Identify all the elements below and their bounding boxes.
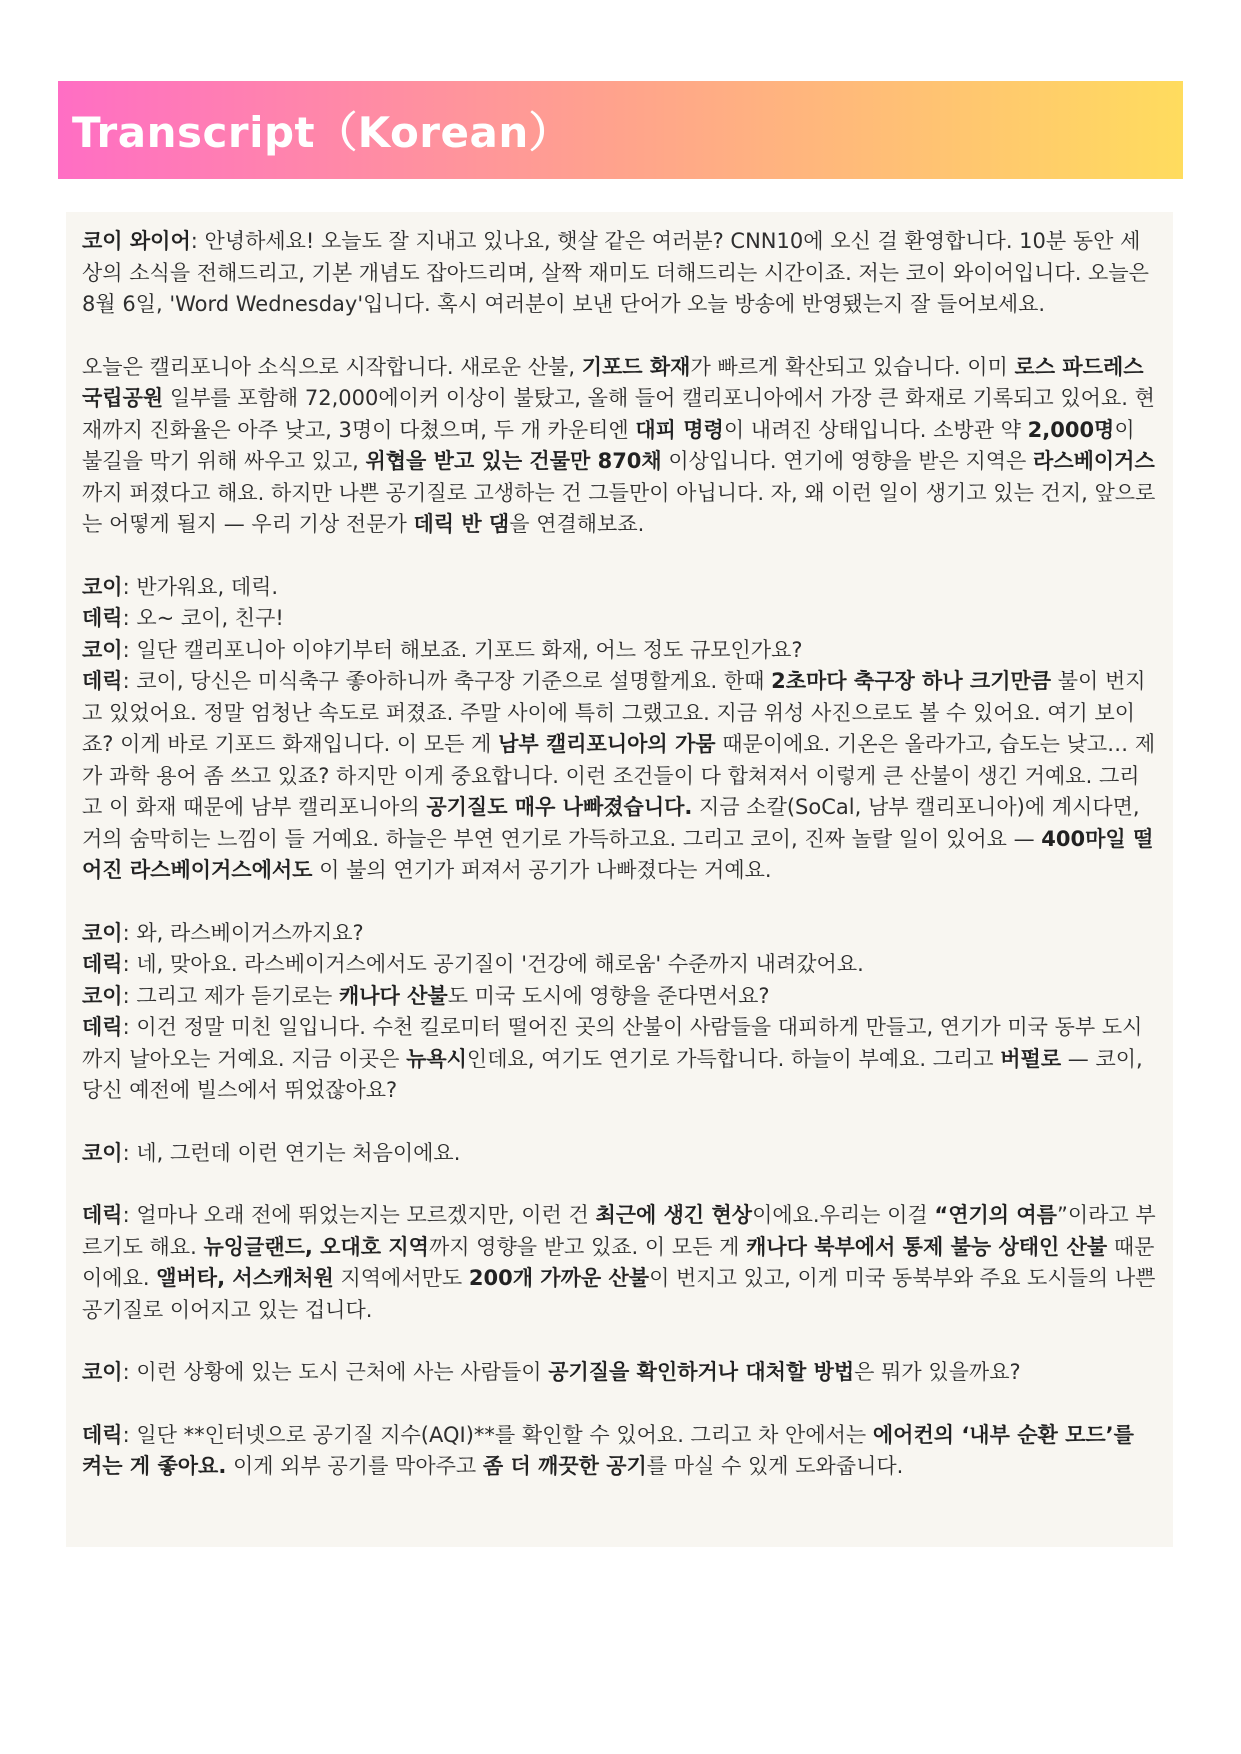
text-run: : 와, 라스베이거스까지요? bbox=[122, 920, 364, 945]
bold-text: 뉴잉글랜드, 오대호 지역 bbox=[203, 1234, 429, 1259]
text-run: 불이 번지고 있었어요. 정말 엄청난 속도로 퍼졌죠. 주말 사이에 특히 그랬고요. 지금 위성 사진으로도 볼 수 있어요. 여기 보이죠? 이게 바로 기포드 화재입니다. 이 모든 게 bbox=[82, 669, 1146, 756]
page-title: Transcript（Korean） bbox=[72, 108, 572, 157]
text-run: 인데요, 여기도 연기로 가득합니다. 하늘이 부예요. 그리고 bbox=[466, 1046, 1001, 1071]
text-run: 지역에서만도 bbox=[333, 1266, 469, 1290]
bold-text: 코이 bbox=[82, 983, 123, 1008]
text-run: : 이건 정말 미친 일입니다. 수천 킬로미터 떨어진 곳의 산불이 사람들을 대피하게 만들고, 연기가 미국 동부 도시까지 날아오는 거예요. 지금 이곳은 bbox=[82, 1015, 1143, 1071]
text-run: 까지 퍼졌다고 해요. 하지만 나쁜 공기질로 고생하는 건 그들만이 아닙니다. 자, 왜 이런 일이 생기고 있는 건지, 앞으로는 어떻게 될지 — 우리 기상 전문가 bbox=[82, 480, 1156, 536]
bold-text: 코이 bbox=[82, 637, 123, 662]
text-run: 이상입니다. 연기에 영향을 받은 지역은 bbox=[661, 449, 1034, 473]
text-run: 오늘은 캘리포니아 소식으로 시작합니다. 새로운 산불, bbox=[82, 354, 582, 379]
text-run: : 얼마나 오래 전에 뛰었는지는 모르겠지만, 이런 건 bbox=[122, 1203, 596, 1227]
text-run: 은 뭐가 있을까요? bbox=[854, 1360, 1021, 1384]
dialog-block bbox=[82, 918, 1157, 1107]
transcript-paragraph bbox=[82, 1357, 1157, 1389]
dialog-line bbox=[82, 666, 1157, 887]
bold-text: “연기의 여름 bbox=[934, 1203, 1057, 1227]
bold-text: 코이 bbox=[82, 574, 123, 599]
transcript-paragraph bbox=[82, 352, 1157, 541]
text-run: 를 마실 수 있게 도와줍니다. bbox=[646, 1454, 904, 1478]
dialog-block bbox=[82, 572, 1157, 887]
transcript-paragraph bbox=[82, 1420, 1157, 1483]
dialog-line bbox=[82, 918, 1157, 950]
text-run: 이게 외부 공기를 막아주고 bbox=[226, 1454, 483, 1478]
bold-text: 에어컨의 ‘내부 순환 모드’를 켜는 게 좋아요. bbox=[82, 1422, 1134, 1478]
text-run: 가 빠르게 확산되고 있습니다. 이미 bbox=[690, 354, 1015, 379]
bold-text: 데릭 bbox=[82, 606, 123, 630]
bold-text: 데릭 bbox=[82, 1015, 123, 1039]
text-run: : 네, 맞아요. 라스베이거스에서도 공기질이 '건강에 해로움' 수준까지 내려갔어요. bbox=[122, 952, 864, 976]
transcript-panel bbox=[66, 212, 1173, 1547]
text-run: : 이런 상황에 있는 도시 근처에 사는 사람들이 bbox=[122, 1360, 549, 1384]
bold-text: 위협을 받고 있는 건물만 870채 bbox=[365, 449, 662, 473]
bold-text: 2초마다 축구장 하나 크기만큼 bbox=[771, 669, 1052, 693]
transcript-paragraph bbox=[82, 1200, 1157, 1326]
bold-text: 데릭 bbox=[82, 1203, 123, 1227]
text-run: 일부를 포함해 72,000에이커 이상이 불탔고, 올해 들어 캘리포니아에서 가장 큰 화재로 기록되고 있어요. 현재까지 진화율은 아주 낮고, 3명이 다쳤으며, 두 개 카운티엔 bbox=[82, 386, 1155, 442]
text-run: : 오~ 코이, 친구! bbox=[122, 606, 284, 630]
text-run: : 코이, 당신은 미식축구 좋아하니까 축구장 기준으로 설명할게요. 한때 bbox=[122, 669, 772, 693]
bold-text: 뉴욕시 bbox=[406, 1046, 467, 1071]
dialog-line bbox=[82, 1012, 1157, 1107]
dialog-line bbox=[82, 572, 1157, 604]
text-run: : 그리고 제가 듣기로는 bbox=[122, 983, 339, 1008]
bold-text: 대피 명령 bbox=[635, 417, 724, 442]
bold-text: 코이 와이어 bbox=[82, 229, 191, 253]
bold-text: 공기질을 확인하거나 대처할 방법 bbox=[548, 1360, 855, 1384]
bold-text: 200개 가까운 산불 bbox=[468, 1266, 650, 1290]
dialog-line bbox=[82, 603, 1157, 635]
text-run: 이 번지고 있고, 이게 미국 동북부와 주요 도시들의 나쁜 공기질로 이어지고 있는 겁니다. bbox=[82, 1266, 1156, 1322]
text-run: 이에요.우리는 이걸 bbox=[752, 1203, 935, 1227]
bold-text: 좀 더 깨끗한 공기 bbox=[482, 1454, 647, 1478]
text-run: 을 연결해보죠. bbox=[509, 512, 645, 536]
bold-text: 기포드 화재 bbox=[581, 354, 691, 379]
bold-text: 공기질도 매우 나빠졌습니다. bbox=[426, 795, 693, 819]
text-run: — 코이, 당신 예전에 빌스에서 뛰었잖아요? bbox=[82, 1046, 1143, 1102]
text-run: : 네, 그런데 이런 연기는 처음이에요. bbox=[122, 1140, 461, 1165]
spacer bbox=[82, 887, 1157, 918]
bold-text: 2,000명 bbox=[1027, 417, 1115, 442]
bold-text: 데릭 bbox=[82, 952, 123, 976]
bold-text: 최근에 생긴 현상 bbox=[595, 1203, 753, 1227]
text-run: : 일단 캘리포니아 이야기부터 해보죠. 기포드 화재, 어느 정도 규모인가요? bbox=[122, 637, 803, 662]
bold-text: 로스 파드레스 국립공원 bbox=[82, 354, 1144, 410]
dialog-line bbox=[82, 981, 1157, 1013]
text-run: 때문이에요. 기온은 올라가고, 습도는 낮고… 제가 과학 용어 좀 쓰고 있죠? 하지만 이게 중요합니다. 이런 조건들이 다 합쳐져서 이렇게 큰 산불이 생긴 거예요. 그리고 이 화재 때문에 남부 캘리포니아의 bbox=[82, 732, 1156, 819]
bold-text: 데릭 bbox=[82, 1422, 123, 1447]
bold-text: 코이 bbox=[82, 1360, 123, 1384]
text-run: : 반가워요, 데릭. bbox=[122, 574, 279, 599]
bold-text: 코이 bbox=[82, 920, 123, 945]
bold-text: 400마일 떨어진 라스베이거스에서도 bbox=[82, 826, 1154, 882]
title-banner bbox=[58, 81, 1183, 179]
text-run: 이 내려진 상태입니다. 소방관 약 bbox=[723, 417, 1028, 442]
text-run: 지금 소칼(SoCal, 남부 캘리포니아)에 계시다면, 거의 숨막히는 느낌이 들 거예요. 하늘은 부연 연기로 가득하고요. 그리고 코이, 진짜 놀랄 일이 있어요 — bbox=[82, 795, 1140, 851]
bold-text: 캐나다 북부에서 통제 불능 상태인 산불 bbox=[746, 1234, 1108, 1259]
text-run: 까지 영향을 받고 있죠. 이 모든 게 bbox=[428, 1234, 747, 1259]
bold-text: 데릭 bbox=[82, 669, 123, 693]
dialog-line bbox=[82, 635, 1157, 667]
text-run: ”이라고 부르기도 해요. bbox=[82, 1203, 1156, 1259]
bold-text: 코이 bbox=[82, 1140, 123, 1165]
text-run: 도 미국 도시에 영향을 준다면서요? bbox=[447, 983, 770, 1008]
text-run: : 일단 **인터넷으로 공기질 지수(AQI)**를 확인할 수 있어요. 그리고 차 안에서는 bbox=[122, 1422, 873, 1447]
bold-text: 앨버타, 서스캐처원 bbox=[156, 1266, 334, 1290]
bold-text: 남부 캘리포니아의 가뭄 bbox=[498, 732, 716, 756]
bold-text: 데릭 반 댐 bbox=[413, 512, 510, 536]
transcript-paragraph bbox=[82, 226, 1157, 321]
text-run: 이 불의 연기가 퍼져서 공기가 나빠졌다는 거예요. bbox=[312, 858, 772, 882]
transcript-paragraph bbox=[82, 1138, 1157, 1170]
bold-text: 캐나다 산불 bbox=[338, 983, 448, 1008]
text-run: 이 불길을 막기 위해 싸우고 있고, bbox=[82, 417, 1135, 473]
text-run: 때문이에요. bbox=[82, 1234, 1155, 1290]
bold-text: 버펄로 bbox=[1000, 1046, 1062, 1071]
text-run: : 안녕하세요! 오늘도 잘 지내고 있나요, 햇살 같은 여러분? CNN10에 오신 걸 환영합니다. 10분 동안 세상의 소식을 전해드리고, 기본 개념도 잡아드리며, 살짝 재미도 더해드리는 시간이죠. 저는 코이 와이어입니다. 오늘은 8월 6일, 'Word Wednesday'입니다. 혹시 여러분이 보낸 단어가 오늘 방송에 반영됐는지 잘 들어보세요. bbox=[82, 229, 1149, 316]
bold-text: 라스베이거스 bbox=[1033, 449, 1155, 473]
spacer bbox=[82, 1107, 1157, 1138]
dialog-line bbox=[82, 949, 1157, 981]
